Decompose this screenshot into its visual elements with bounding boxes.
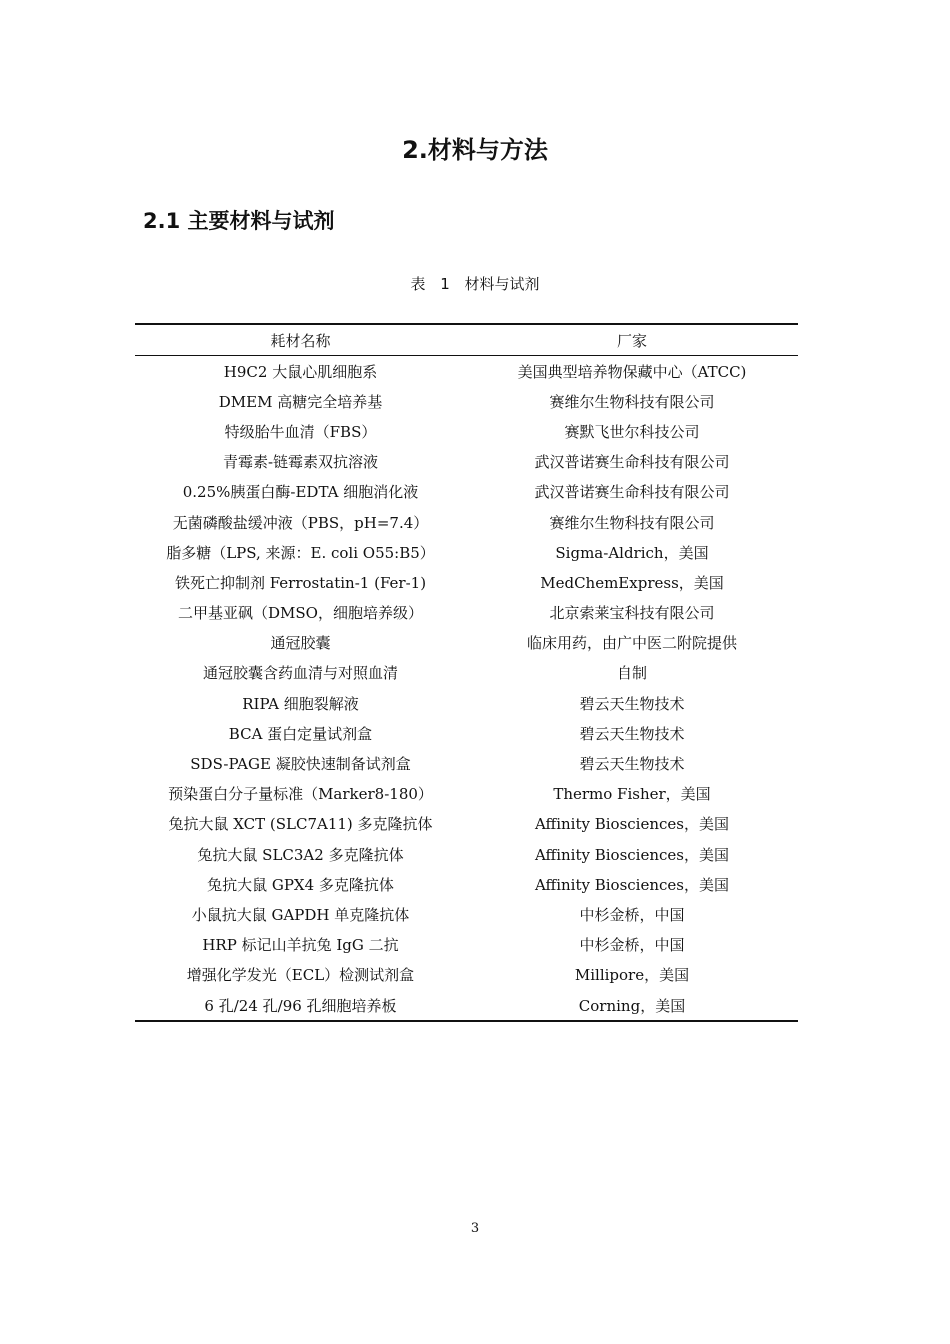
- material-name-cell: 兔抗大鼠 GPX4 多克隆抗体: [207, 875, 394, 894]
- material-name-cell: HRP 标记山羊抗兔 IgG 二抗: [202, 936, 399, 955]
- manufacturer-cell: Corning，美国: [578, 996, 686, 1015]
- table-row: [135, 809, 798, 839]
- manufacturer-cell: Millipore，美国: [574, 966, 690, 985]
- table-row: [135, 507, 798, 537]
- chapter-title: 2.材料与方法: [402, 136, 548, 164]
- manufacturer-cell: Affinity Biosciences，美国: [534, 845, 729, 864]
- material-name-cell: 铁死亡抑制剂 Ferrostatin-1 (Fer-1): [174, 573, 427, 592]
- material-name-cell: 无菌磷酸盐缓冲液（PBS，pH=7.4）: [172, 513, 429, 532]
- table-caption: 表 1 材料与试剂: [410, 275, 540, 293]
- material-name-cell: H9C2 大鼠心肌细胞系: [223, 362, 378, 381]
- manufacturer-cell: Sigma-Aldrich，美国: [555, 543, 709, 562]
- section-title: 2.1 主要材料与试剂: [143, 209, 335, 233]
- table-header: [135, 324, 798, 356]
- column-header-material: 耗材名称: [270, 331, 331, 350]
- table-header-row: [135, 324, 798, 356]
- manufacturer-cell: Affinity Biosciences，美国: [534, 875, 729, 894]
- table-row: [135, 688, 798, 718]
- table-row: [135, 477, 798, 507]
- manufacturer-cell: Thermo Fisher，美国: [553, 785, 711, 804]
- manufacturer-cell: 临床用药，由广中医二附院提供: [526, 634, 737, 653]
- material-name-cell: 通冠胶囊含药血清与对照血清: [202, 664, 398, 683]
- table-row: [135, 386, 798, 416]
- manufacturer-cell: 自制: [616, 664, 647, 683]
- table-row: [135, 447, 798, 477]
- manufacturer-cell: 美国典型培养物保藏中心（ATCC): [517, 362, 747, 381]
- material-name-cell: 脂多糖（LPS, 来源：E. coli O55:B5）: [166, 543, 435, 562]
- table-row: [135, 416, 798, 446]
- manufacturer-cell: MedChemExpress，美国: [540, 573, 724, 592]
- manufacturer-cell: 碧云天生物技术: [579, 694, 685, 713]
- table-row: [135, 869, 798, 899]
- manufacturer-cell: 赛维尔生物科技有限公司: [549, 392, 715, 411]
- table-row: [135, 839, 798, 869]
- table-row: [135, 598, 798, 628]
- manufacturer-cell: 北京索莱宝科技有限公司: [549, 604, 715, 623]
- table-row: [135, 356, 798, 387]
- column-header-manufacturer: 厂家: [616, 331, 647, 350]
- table-row: [135, 628, 798, 658]
- table-row: [135, 930, 798, 960]
- table-body: [135, 356, 798, 1022]
- table-row: [135, 990, 798, 1021]
- material-name-cell: 小鼠抗大鼠 GAPDH 单克隆抗体: [191, 905, 410, 924]
- materials-table-container: [135, 323, 798, 1022]
- material-name-cell: 0.25%胰蛋白酶-EDTA 细胞消化液: [182, 483, 419, 502]
- materials-table: [135, 323, 798, 1022]
- table-row: [135, 960, 798, 990]
- manufacturer-cell: 赛默飞世尔科技公司: [564, 422, 700, 441]
- material-name-cell: 通冠胶囊: [270, 634, 331, 653]
- material-name-cell: 6 孔/24 孔/96 孔细胞培养板: [204, 996, 397, 1015]
- manufacturer-cell: 中杉金桥，中国: [579, 905, 685, 924]
- table-row: [135, 748, 798, 778]
- material-name-cell: RIPA 细胞裂解液: [242, 694, 359, 713]
- manufacturer-cell: 赛维尔生物科技有限公司: [549, 513, 715, 532]
- page-number: 3: [470, 1221, 480, 1236]
- table-row: [135, 567, 798, 597]
- material-name-cell: DMEM 高糖完全培养基: [218, 392, 383, 411]
- material-name-cell: 二甲基亚砜（DMSO，细胞培养级）: [178, 604, 423, 623]
- material-name-cell: 兔抗大鼠 XCT (SLC7A11) 多克隆抗体: [168, 815, 433, 834]
- material-name-cell: BCA 蛋白定量试剂盒: [228, 724, 373, 743]
- table-row: [135, 779, 798, 809]
- table-row: [135, 658, 798, 688]
- table-row: [135, 718, 798, 748]
- material-name-cell: SDS-PAGE 凝胶快速制备试剂盒: [190, 755, 411, 774]
- material-name-cell: 兔抗大鼠 SLC3A2 多克隆抗体: [197, 845, 404, 864]
- manufacturer-cell: 武汉普诺赛生命科技有限公司: [534, 483, 730, 502]
- table-row: [135, 537, 798, 567]
- manufacturer-cell: 碧云天生物技术: [579, 755, 685, 774]
- material-name-cell: 青霉素-链霉素双抗溶液: [222, 453, 379, 472]
- manufacturer-cell: Affinity Biosciences，美国: [534, 815, 729, 834]
- material-name-cell: 预染蛋白分子量标准（Marker8-180）: [168, 785, 433, 804]
- material-name-cell: 特级胎牛血清（FBS）: [224, 422, 377, 441]
- manufacturer-cell: 碧云天生物技术: [579, 724, 685, 743]
- manufacturer-cell: 中杉金桥，中国: [579, 936, 685, 955]
- table-row: [135, 899, 798, 929]
- material-name-cell: 增强化学发光（ECL）检测试剂盒: [186, 966, 415, 985]
- manufacturer-cell: 武汉普诺赛生命科技有限公司: [534, 453, 730, 472]
